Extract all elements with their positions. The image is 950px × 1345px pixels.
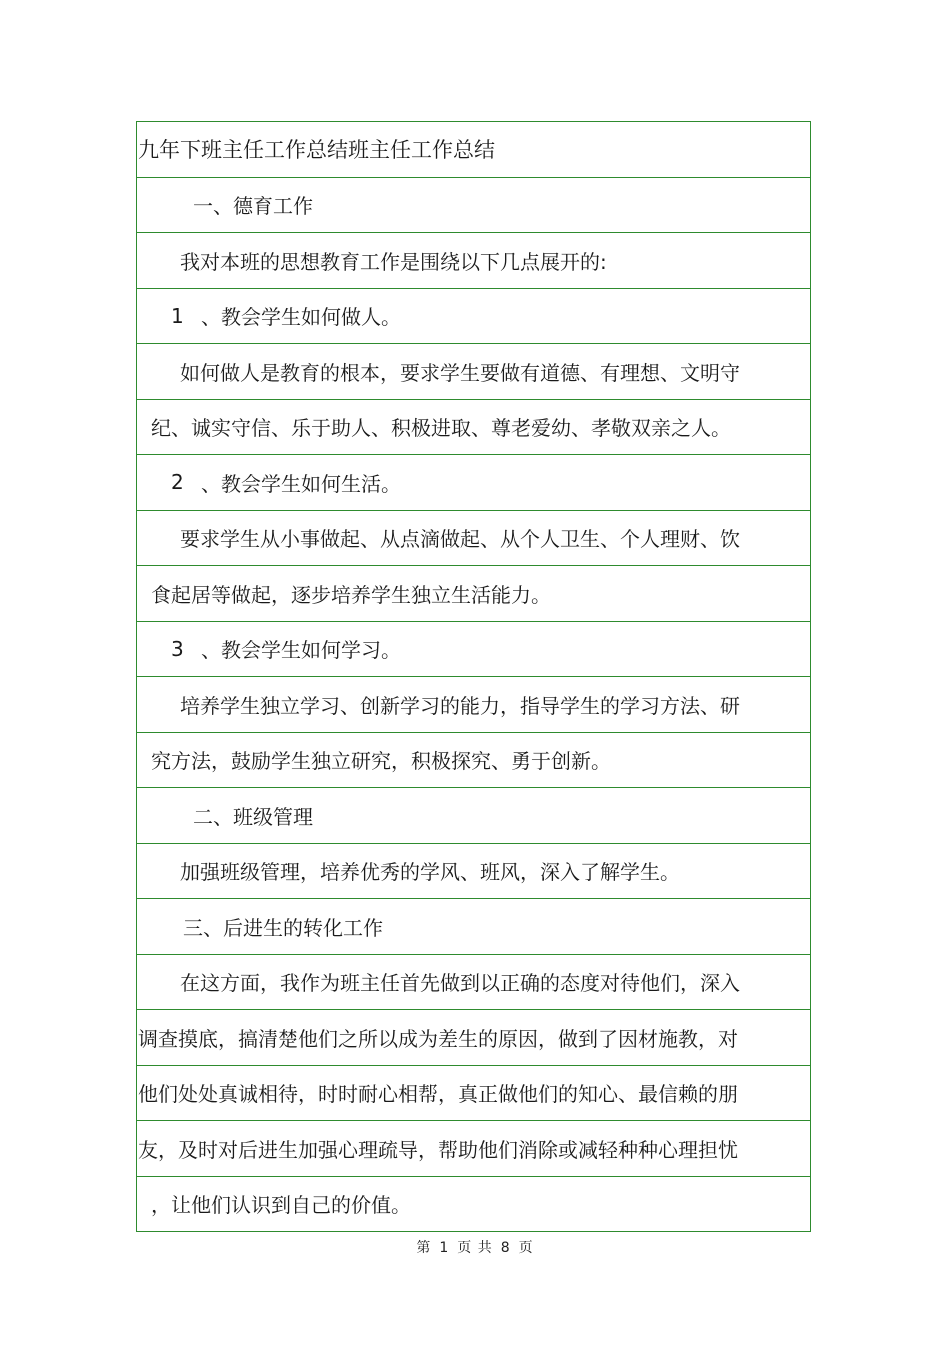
item-text: 、教会学生如何做人。	[201, 305, 401, 330]
item-text: 、教会学生如何生活。	[201, 471, 401, 496]
paragraph-line: ，让他们认识到自己的价值。	[137, 1177, 810, 1233]
paragraph-line: 在这方面，我作为班主任首先做到以正确的态度对待他们，深入	[137, 955, 810, 1011]
paragraph-line: 培养学生独立学习、创新学习的能力，指导学生的学习方法、研	[137, 677, 810, 733]
paragraph-line: 食起居等做起，逐步培养学生独立生活能力。	[137, 566, 810, 622]
paragraph-line: 友，及时对后进生加强心理疏导，帮助他们消除或减轻种种心理担忧	[137, 1121, 810, 1177]
item-number: 1	[171, 303, 184, 328]
document-frame	[136, 121, 811, 1232]
section-heading: 二、班级管理	[137, 788, 810, 844]
item-text: 、教会学生如何学习。	[201, 638, 401, 663]
numbered-item	[137, 289, 810, 345]
section-heading: 三、后进生的转化工作	[137, 899, 810, 955]
paragraph-line: 究方法，鼓励学生独立研究，积极探究、勇于创新。	[137, 733, 810, 789]
page-footer	[0, 1237, 950, 1257]
paragraph-line: 他们处处真诚相待，时时耐心相帮，真正做他们的知心、最信赖的朋	[137, 1066, 810, 1122]
paragraph-line: 我对本班的思想教育工作是围绕以下几点展开的:	[137, 233, 810, 289]
paragraph-line: 要求学生从小事做起、从点滴做起、从个人卫生、个人理财、饮	[137, 511, 810, 567]
footer-middle: 页 共	[457, 1240, 493, 1256]
paragraph-line: 调查摸底，搞清楚他们之所以成为差生的原因，做到了因材施教，对	[137, 1010, 810, 1066]
item-number: 3	[171, 636, 184, 661]
item-number: 2	[171, 470, 184, 495]
document-title: 九年下班主任工作总结班主任工作总结	[137, 122, 810, 178]
total-pages: 8	[500, 1240, 511, 1256]
paragraph-line: 纪、诚实守信、乐于助人、积极进取、尊老爱幼、孝敬双亲之人。	[137, 400, 810, 456]
footer-suffix: 页	[518, 1240, 534, 1256]
page-number: 1	[439, 1240, 450, 1256]
section-heading: 一、德育工作	[137, 178, 810, 234]
numbered-item	[137, 455, 810, 511]
footer-prefix: 第	[416, 1240, 432, 1256]
numbered-item	[137, 622, 810, 678]
paragraph-line: 加强班级管理，培养优秀的学风、班风，深入了解学生。	[137, 844, 810, 900]
paragraph-line: 如何做人是教育的根本，要求学生要做有道德、有理想、文明守	[137, 344, 810, 400]
